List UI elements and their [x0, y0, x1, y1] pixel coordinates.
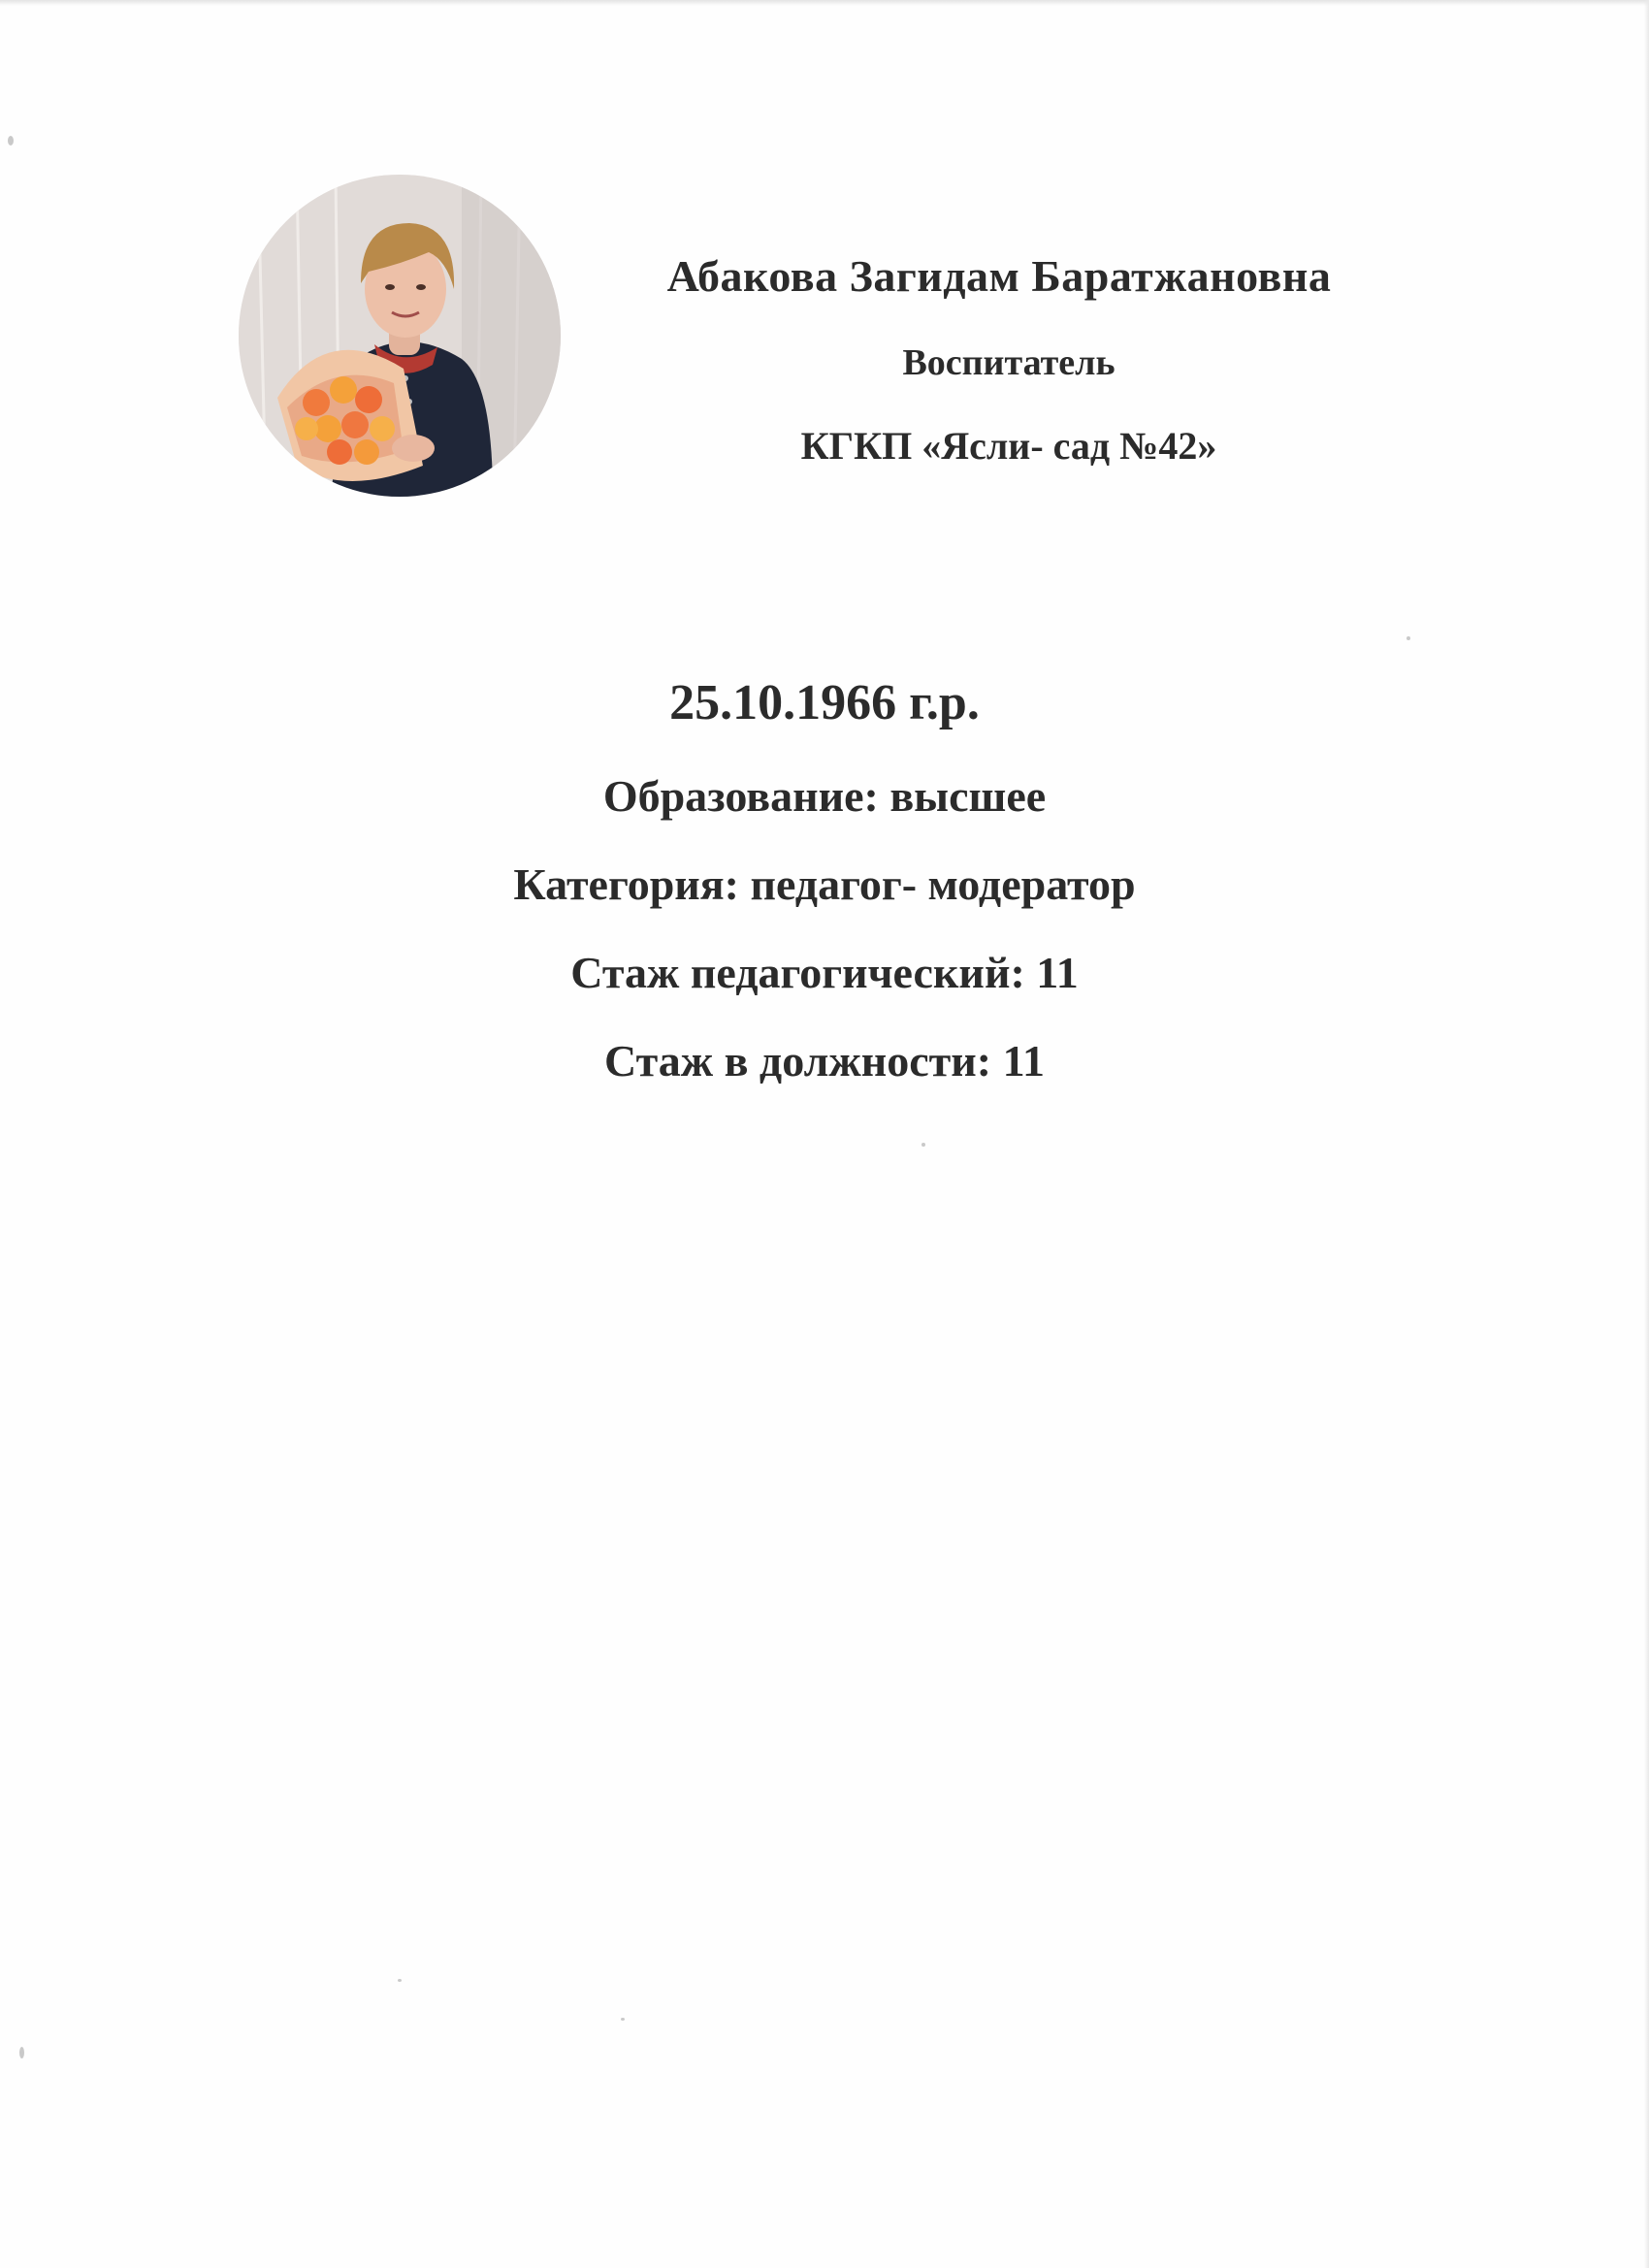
scan-edge-top [0, 0, 1649, 6]
profile-photo [239, 175, 561, 497]
teaching-experience-line: Стаж педагогический: 11 [570, 948, 1079, 997]
position-experience-line: Стаж в должности: 11 [603, 1036, 1046, 1085]
scan-speck [621, 2018, 625, 2021]
scan-speck [8, 136, 14, 146]
scan-speck [1406, 636, 1410, 640]
scan-speck [922, 1143, 925, 1147]
position-title: Воспитатель [902, 342, 1116, 383]
organization-name: КГКП «Ясли- сад №42» [800, 424, 1217, 468]
birth-date: 25.10.1966 г.р. [669, 675, 980, 730]
category-line: Категория: педагог- модератор [513, 859, 1136, 909]
education-line: Образование: высшее [602, 771, 1047, 821]
scan-speck [19, 2047, 24, 2058]
full-name: Абакова Загидам Баратжановна [666, 251, 1332, 301]
details-block [330, 669, 1319, 1119]
scan-speck [398, 1979, 402, 1982]
scan-edge-right [1644, 0, 1649, 2268]
